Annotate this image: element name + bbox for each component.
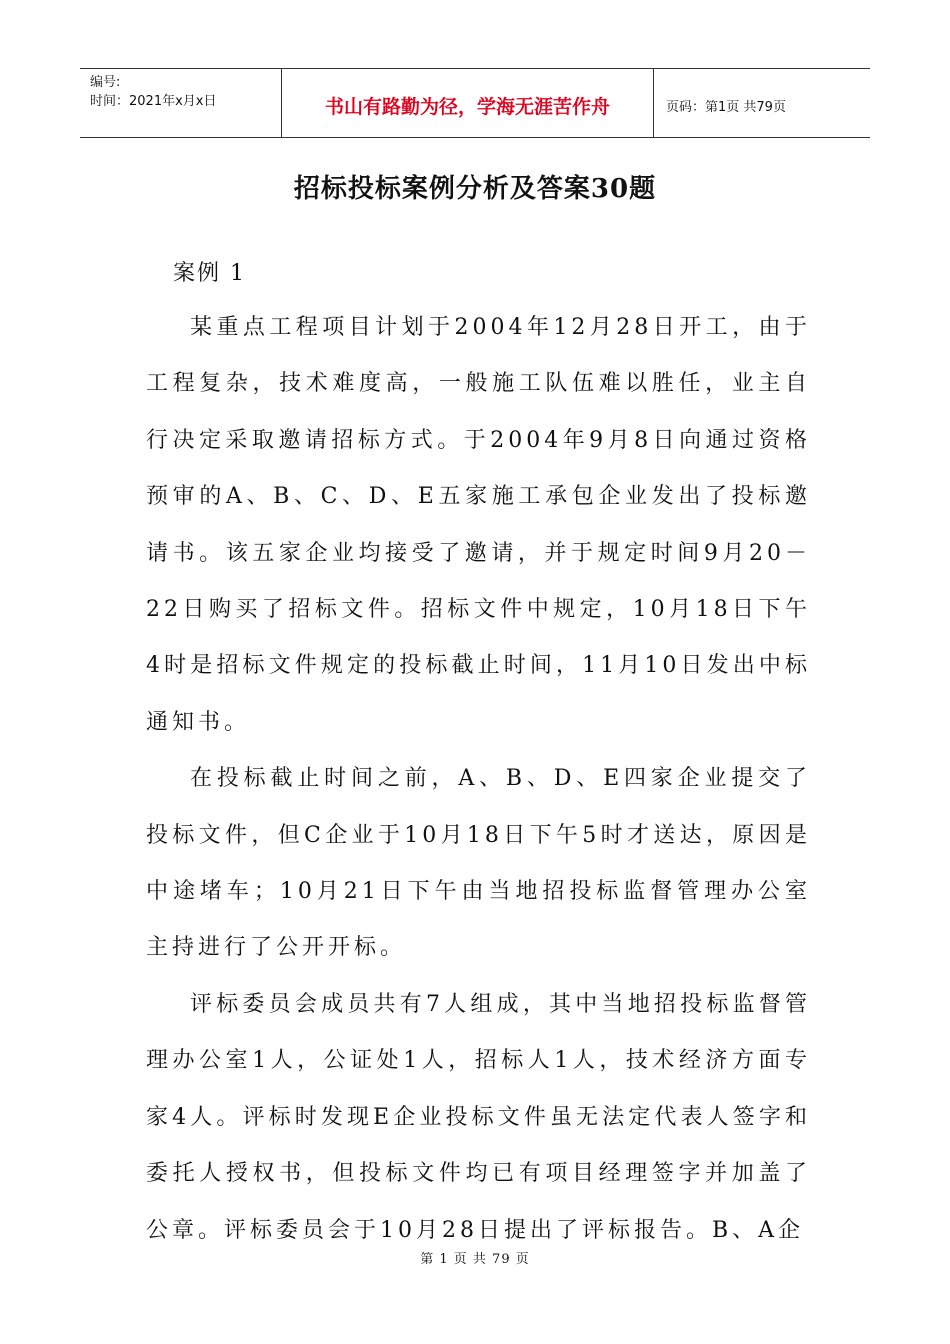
page-info-text: 页码：第1页 共79页	[666, 99, 786, 115]
document-body	[146, 300, 811, 1259]
case-label: 案例 1	[173, 261, 246, 286]
time-label: 时间：2021年x月x日	[90, 94, 217, 109]
paragraph: 某重点工程项目计划于2004年12月28日开工，由于工程复杂，技术难度高，一般施工队伍难以胜任，业主自行决定采取邀请招标方式。于2004年9月8日向通过资格预审的A、B、C、D、E五家施工承包企业发出了投标邀请书。该五家企业均接受了邀请，并于规定时间9月20－22日购买了招标文件。招标文件中规定，10月18日下午4时是招标文件规定的投标截止时间，11月10日发出中标通知书。	[146, 315, 811, 735]
page-header	[80, 68, 870, 138]
header-motto	[282, 69, 654, 137]
serial-label: 编号:	[90, 75, 121, 90]
paragraph: 在投标截止时间之前，A、B、D、E四家企业提交了投标文件，但C企业于10月18日下午5时才送达，原因是中途堵车；10月21日下午由当地招投标监督管理办公室主持进行了公开开标。	[146, 766, 811, 961]
page-footer: 第 1 页 共 79 页	[420, 1252, 530, 1267]
header-meta	[80, 69, 282, 137]
header-page-info	[654, 69, 870, 137]
motto-text: 书山有路勤为径，学海无涯苦作舟	[324, 95, 610, 118]
paragraph: 评标委员会成员共有7人组成，其中当地招投标监督管理办公室1人，公证处1人，招标人1人，技术经济方面专家4人。评标时发现E企业投标文件虽无法定代表人签字和委托人授权书，但投标文件均已有项目经理签字并加盖了公章。评标委员会于10月28日提出了评标报告。B、A企	[146, 991, 811, 1243]
document-title: 招标投标案例分析及答案30题	[293, 174, 657, 204]
